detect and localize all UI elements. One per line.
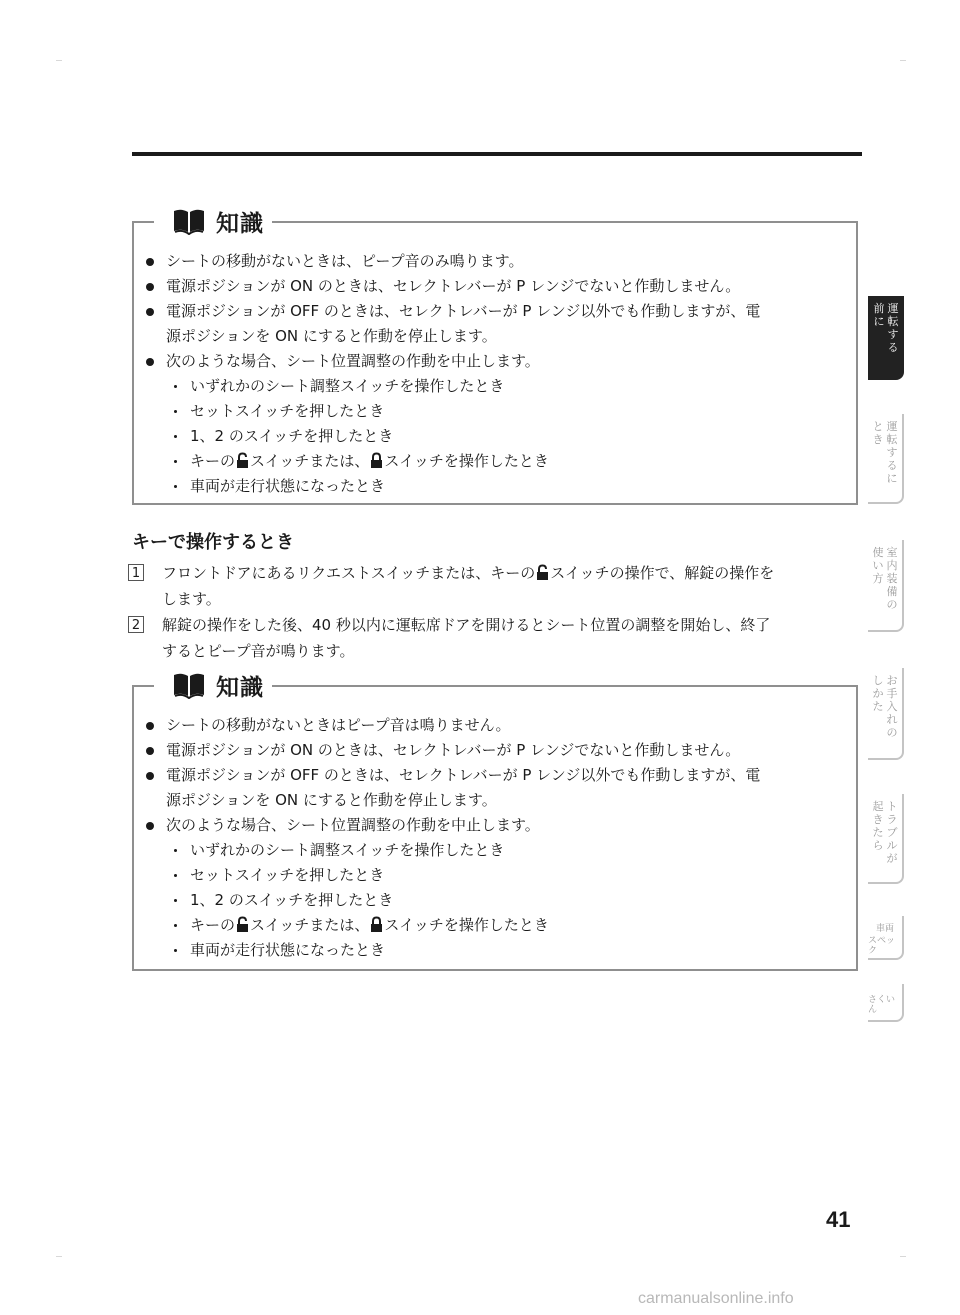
list-item: 次のような場合、シート位置調整の作動を中止します。 <box>142 813 848 838</box>
tab-label: 車両 <box>875 924 894 934</box>
tab-index[interactable] <box>868 984 904 1022</box>
sub-list-item: 1、2 のスイッチを押したとき <box>142 424 848 449</box>
top-rule <box>132 152 862 156</box>
watermark: carmanualsonline.info <box>638 1290 794 1307</box>
list-item-continuation: 源ポジションを ON にすると作動を停止します。 <box>166 791 497 809</box>
unlock-icon <box>236 916 249 933</box>
knowledge-title: 知識 <box>216 210 264 237</box>
knowledge-list <box>142 713 848 963</box>
tab-label-col: とき <box>872 420 884 446</box>
sub-list-item <box>142 449 848 474</box>
book-icon <box>172 207 206 235</box>
knowledge-box-1 <box>132 210 858 505</box>
tab-driving[interactable] <box>868 414 904 504</box>
tab-label-col: 運転する <box>887 302 899 354</box>
text-segment: キーの <box>190 916 236 934</box>
list-item: 次のような場合、シート位置調整の作動を中止します。 <box>142 349 848 374</box>
tab-trouble[interactable] <box>868 794 904 884</box>
section-title: キーで操作するとき <box>132 532 294 553</box>
sub-list-item: 1、2 のスイッチを押したとき <box>142 888 848 913</box>
page-number: 41 <box>826 1207 851 1232</box>
sub-list-item: 車両が走行状態になったとき <box>142 938 848 963</box>
text-segment: フロントドアにあるリクエストスイッチまたは、キーの <box>162 564 536 582</box>
text-segment: スイッチまたは、 <box>250 452 370 470</box>
list-item: 電源ポジションが OFF のときは、セレクトレバーが P レンジ以外でも作動しますが、電 <box>142 763 848 788</box>
unlock-icon <box>236 452 249 469</box>
step-text-line: するとピープ音が鳴ります。 <box>162 642 355 660</box>
sub-list-item: セットスイッチを押したとき <box>142 399 848 424</box>
tab-label-col: 運転するに <box>886 420 898 485</box>
book-icon <box>172 671 206 699</box>
list-item: シートの移動がないときはピープ音は鳴りません。 <box>142 713 848 738</box>
tab-label-col: しかた <box>872 674 884 713</box>
list-item: 電源ポジションが OFF のときは、セレクトレバーが P レンジ以外でも作動しますが、電 <box>142 299 848 324</box>
step-text-line: します。 <box>162 590 221 608</box>
sub-list-item: 車両が走行状態になったとき <box>142 474 848 499</box>
crop-mark <box>900 60 906 61</box>
crop-mark <box>900 1256 906 1257</box>
knowledge-title: 知識 <box>216 674 264 701</box>
crop-mark <box>56 60 62 61</box>
tab-specs[interactable] <box>868 916 904 960</box>
lock-icon <box>370 916 383 933</box>
step-text-line: 解錠の操作をした後、40 秒以内に運転席ドアを開けるとシート位置の調整を開始し、終了 <box>162 616 771 634</box>
tab-driving-before[interactable] <box>868 296 904 380</box>
step-number: 1 <box>128 564 144 581</box>
tab-label: スペック <box>868 936 896 956</box>
sub-list-item: いずれかのシート調整スイッチを操作したとき <box>142 374 848 399</box>
tab-interior[interactable] <box>868 540 904 632</box>
tab-label-col: お手入れの <box>886 674 898 739</box>
tab-label: さくいん <box>868 995 896 1015</box>
sub-list-item: いずれかのシート調整スイッチを操作したとき <box>142 838 848 863</box>
knowledge-box-2 <box>132 674 858 971</box>
step-item <box>128 612 864 664</box>
tab-label-col: 使い方 <box>872 546 884 585</box>
text-segment: スイッチを操作したとき <box>384 452 549 470</box>
list-item-continuation: 源ポジションを ON にすると作動を停止します。 <box>166 327 497 345</box>
list-item: 電源ポジションが ON のときは、セレクトレバーが P レンジでないと作動しません。 <box>142 274 848 299</box>
knowledge-header <box>154 663 272 707</box>
list-item: 電源ポジションが ON のときは、セレクトレバーが P レンジでないと作動しません。 <box>142 738 848 763</box>
text-segment: スイッチを操作したとき <box>384 916 549 934</box>
crop-mark <box>56 1256 62 1257</box>
steps-list <box>128 560 864 664</box>
step-text-line <box>162 560 864 586</box>
text-segment: スイッチまたは、 <box>250 916 370 934</box>
sub-list-item <box>142 913 848 938</box>
text-segment: キーの <box>190 452 236 470</box>
step-number: 2 <box>128 616 144 633</box>
lock-icon <box>370 452 383 469</box>
unlock-icon <box>536 564 549 581</box>
knowledge-list <box>142 249 848 499</box>
tab-label-col: トラブルが <box>886 800 898 865</box>
tab-maintenance[interactable] <box>868 668 904 760</box>
tab-label-col: 室内装備の <box>886 546 898 611</box>
sub-list-item: セットスイッチを押したとき <box>142 863 848 888</box>
tab-label-col: 前に <box>873 302 885 328</box>
text-segment: スイッチの操作で、解錠の操作を <box>550 564 775 582</box>
tab-label-col: 起きたら <box>872 800 884 852</box>
list-item: シートの移動がないときは、ピープ音のみ鳴ります。 <box>142 249 848 274</box>
knowledge-header <box>154 199 272 243</box>
step-item <box>128 560 864 612</box>
